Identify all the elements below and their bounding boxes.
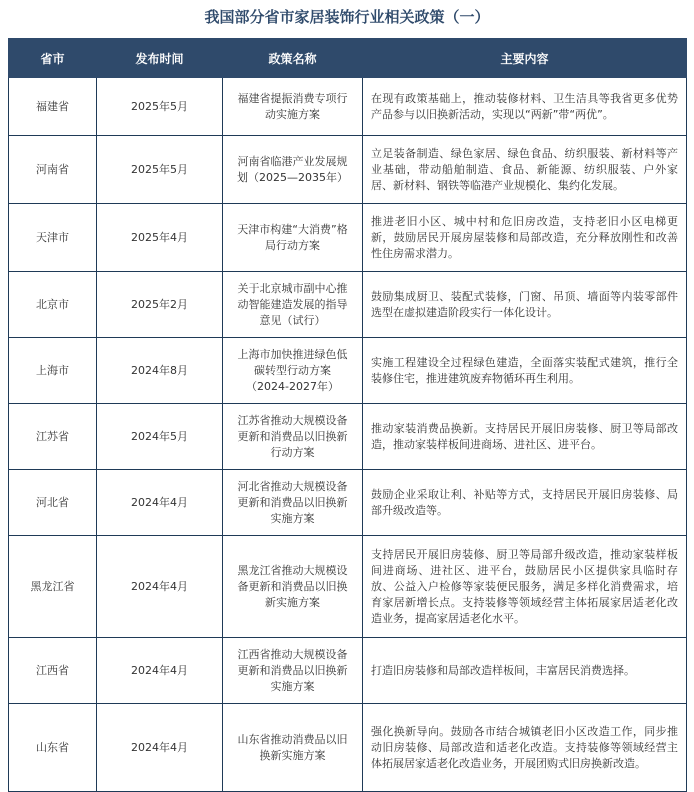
table-row bbox=[9, 404, 687, 470]
table-row bbox=[9, 536, 687, 638]
cell-province: 天津市 bbox=[9, 204, 97, 272]
cell-date: 2024年4月 bbox=[97, 536, 223, 638]
cell-policy: 福建省提振消费专项行动实施方案 bbox=[223, 78, 363, 136]
cell-content: 强化换新导向。鼓励各市结合城镇老旧小区改造工作，同步推动旧房装修、局部改造和适老化改造。支持装修等领域经营主体拓展居家适老化改造业务，开展团购式旧房换新改造。 bbox=[363, 704, 687, 792]
cell-policy: 上海市加快推进绿色低碳转型行动方案（2024-2027年） bbox=[223, 338, 363, 404]
cell-date: 2024年4月 bbox=[97, 704, 223, 792]
cell-content: 支持居民开展旧房装修、厨卫等局部升级改造，推动家装样板间进商场、进社区、进平台，鼓励居民小区提供家具临时存放、公益入户检修等家装便民服务，满足多样化消费需求，培育家居新增长点。支持装修等领域经营主体拓展家居适老化改造业务，提高家居适老化水平。 bbox=[363, 536, 687, 638]
cell-date: 2025年4月 bbox=[97, 204, 223, 272]
policy-table bbox=[8, 38, 687, 792]
header-province: 省市 bbox=[9, 39, 97, 78]
table-row bbox=[9, 78, 687, 136]
table-row bbox=[9, 272, 687, 338]
cell-date: 2024年4月 bbox=[97, 638, 223, 704]
table-row bbox=[9, 638, 687, 704]
cell-content: 推动家装消费品换新。支持居民开展旧房装修、厨卫等局部改造，推动家装样板间进商场、进社区、进平台。 bbox=[363, 404, 687, 470]
table-row bbox=[9, 338, 687, 404]
cell-date: 2024年8月 bbox=[97, 338, 223, 404]
table-row bbox=[9, 704, 687, 792]
cell-policy: 天津市构建“大消费”格局行动方案 bbox=[223, 204, 363, 272]
cell-content: 立足装备制造、绿色家居、绿色食品、纺织服装、新材料等产业基础，带动船舶制造、食品、新能源、纺织服装、户外家居、新材料、钢铁等临港产业规模化、集约化发展。 bbox=[363, 136, 687, 204]
header-date: 发布时间 bbox=[97, 39, 223, 78]
table-row bbox=[9, 136, 687, 204]
cell-policy: 关于北京城市副中心推动智能建造发展的指导意见（试行） bbox=[223, 272, 363, 338]
cell-date: 2024年4月 bbox=[97, 470, 223, 536]
cell-province: 福建省 bbox=[9, 78, 97, 136]
header-policy: 政策名称 bbox=[223, 39, 363, 78]
cell-province: 河北省 bbox=[9, 470, 97, 536]
cell-policy: 黑龙江省推动大规模设备更新和消费品以旧换新实施方案 bbox=[223, 536, 363, 638]
cell-policy: 山东省推动消费品以旧换新实施方案 bbox=[223, 704, 363, 792]
cell-province: 上海市 bbox=[9, 338, 97, 404]
cell-province: 黑龙江省 bbox=[9, 536, 97, 638]
cell-content: 鼓励企业采取让利、补贴等方式，支持居民开展旧房装修、局部升级改造等。 bbox=[363, 470, 687, 536]
table-header-row bbox=[9, 39, 687, 78]
table-row bbox=[9, 204, 687, 272]
cell-policy: 河北省推动大规模设备更新和消费品以旧换新实施方案 bbox=[223, 470, 363, 536]
header-content: 主要内容 bbox=[363, 39, 687, 78]
cell-province: 河南省 bbox=[9, 136, 97, 204]
cell-province: 江西省 bbox=[9, 638, 97, 704]
cell-date: 2025年2月 bbox=[97, 272, 223, 338]
cell-date: 2024年5月 bbox=[97, 404, 223, 470]
cell-policy: 河南省临港产业发展规划（2025—2035年） bbox=[223, 136, 363, 204]
table-row bbox=[9, 470, 687, 536]
cell-province: 山东省 bbox=[9, 704, 97, 792]
cell-policy: 江苏省推动大规模设备更新和消费品以旧换新行动方案 bbox=[223, 404, 363, 470]
cell-content: 推进老旧小区、城中村和危旧房改造，支持老旧小区电梯更新，鼓励居民开展房屋装修和局部改造，充分释放刚性和改善性住房需求潜力。 bbox=[363, 204, 687, 272]
cell-province: 北京市 bbox=[9, 272, 97, 338]
cell-content: 实施工程建设全过程绿色建造，全面落实装配式建筑，推行全装修住宅，推进建筑废弃物循环再生利用。 bbox=[363, 338, 687, 404]
cell-date: 2025年5月 bbox=[97, 136, 223, 204]
cell-content: 鼓励集成厨卫、装配式装修，门窗、吊顶、墙面等内装零部件选型在虚拟建造阶段实行一体化设计。 bbox=[363, 272, 687, 338]
cell-date: 2025年5月 bbox=[97, 78, 223, 136]
cell-content: 打造旧房装修和局部改造样板间，丰富居民消费选择。 bbox=[363, 638, 687, 704]
page-title: 我国部分省市家居装饰行业相关政策（一） bbox=[204, 8, 490, 26]
cell-province: 江苏省 bbox=[9, 404, 97, 470]
cell-policy: 江西省推动大规模设备更新和消费品以旧换新实施方案 bbox=[223, 638, 363, 704]
cell-content: 在现有政策基础上，推动装修材料、卫生洁具等我省更多优势产品参与以旧换新活动，实现以“两新”带“两优”。 bbox=[363, 78, 687, 136]
